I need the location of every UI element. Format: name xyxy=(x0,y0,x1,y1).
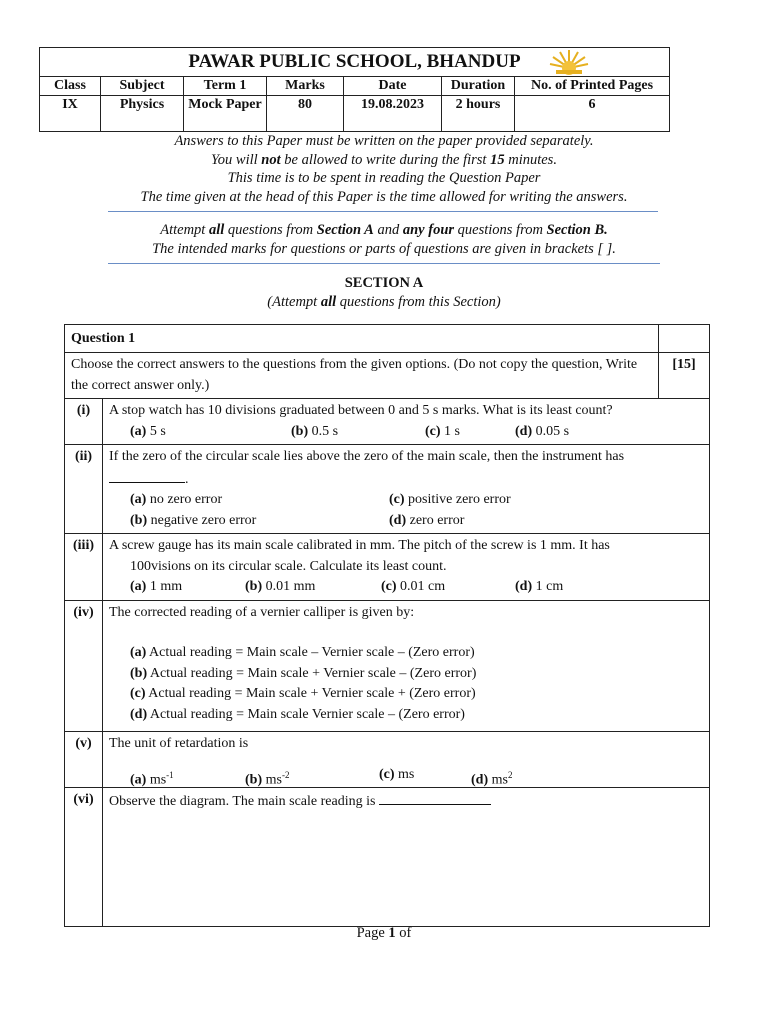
option-c: (c) 0.01 cm xyxy=(381,579,446,594)
school-logo-icon xyxy=(548,48,590,76)
page-footer: Page 1 of xyxy=(356,925,412,941)
item-text: If the zero of the circular scale lies above the zero of the main scale, then the instrument has . xyxy=(109,449,625,487)
instruction-line-2: You will not be allowed to write during the first 15 minutes. xyxy=(211,151,557,168)
attempt-instructions xyxy=(0,221,768,258)
item-number: (ii) xyxy=(65,445,103,534)
value-subject: Physics xyxy=(101,96,184,132)
option-a: (a) 5 s xyxy=(130,423,166,439)
marks-note: The intended marks for questions or parts of questions are given in brackets [ ]. xyxy=(152,240,616,257)
option-b: (b) $ms^{-2}$ xyxy=(245,769,290,788)
option-c: (c) positive zero error xyxy=(389,492,511,507)
item-number: (v) xyxy=(65,732,103,788)
option-d: (d) Actual reading = Main scale Vernier scale – (Zero error) xyxy=(130,706,465,722)
question-instruction: Choose the correct answers to the questions from the given options. (Do not copy the question, Write the correct answer only.) xyxy=(65,353,659,399)
label-marks: Marks xyxy=(267,77,344,96)
item-number: (iv) xyxy=(65,600,103,732)
item-text: The unit of retardation is xyxy=(109,736,249,751)
label-term: Term 1 xyxy=(184,77,267,96)
item-options xyxy=(109,511,703,532)
question-item-vi xyxy=(65,788,710,927)
item-options xyxy=(109,577,703,598)
item-number: (i) xyxy=(65,399,103,445)
question-item-iv xyxy=(65,600,710,732)
option-c: (c) ms xyxy=(379,766,415,782)
label-date: Date xyxy=(344,77,442,96)
value-class: IX xyxy=(40,96,101,132)
option-c: (c) 1 s xyxy=(425,423,460,439)
item-text-line-1: A screw gauge has its main scale calibrated in mm. The pitch of the screw is 1 mm. It has xyxy=(109,538,610,553)
attempt-line: Attempt all questions from Section A and any four questions from Section B. xyxy=(160,222,608,238)
answer-blank xyxy=(379,790,491,805)
option-a: (a) Actual reading = Main scale – Vernier scale – (Zero error) xyxy=(130,645,475,660)
question-marks: [15] xyxy=(659,353,710,399)
option-b: (b) 0.5 s xyxy=(291,423,339,439)
header-table xyxy=(39,47,670,132)
item-text: A stop watch has 10 divisions graduated between 0 and 5 s marks. What is its least count? xyxy=(109,403,613,418)
label-duration: Duration xyxy=(442,77,515,96)
option-d: (d) 0.05 s xyxy=(515,423,570,439)
instruction-line-4: The time given at the head of this Paper is the time allowed for writing the answers. xyxy=(140,188,628,205)
item-options xyxy=(109,765,703,786)
item-number: (vi) xyxy=(65,788,103,927)
answer-blank xyxy=(109,468,185,483)
instruction-line-3: This time is to be spent in reading the Question Paper xyxy=(227,170,541,186)
label-class: Class xyxy=(40,77,101,96)
option-b: (b) 0.01 mm xyxy=(245,579,316,594)
question-item-v xyxy=(65,732,710,788)
divider-1 xyxy=(108,211,658,212)
instruction-line-1: Answers to this Paper must be written on the paper provided separately. xyxy=(174,133,594,149)
option-a: (a) 1 mm xyxy=(130,579,183,594)
value-printed-pages: 6 xyxy=(515,96,670,132)
option-d: (d) zero error xyxy=(389,512,465,528)
option-d: (d) 1 cm xyxy=(515,579,564,594)
question-title: Question 1 xyxy=(65,325,659,353)
option-b: (b) Actual reading = Main scale + Vernier scale – (Zero error) xyxy=(130,665,477,681)
section-title: SECTION A xyxy=(344,275,424,291)
item-options xyxy=(109,490,703,511)
school-title-cell xyxy=(40,48,670,77)
label-printed-pages: No. of Printed Pages xyxy=(515,77,670,96)
item-options xyxy=(109,422,703,443)
question-item-ii xyxy=(65,445,710,534)
option-b: (b) negative zero error xyxy=(130,512,257,528)
value-term: Mock Paper xyxy=(184,96,267,132)
marks-cell-empty xyxy=(659,325,710,353)
item-number: (iii) xyxy=(65,534,103,601)
option-a: (a) no zero error xyxy=(130,492,223,507)
value-marks: 80 xyxy=(267,96,344,132)
item-text: Observe the diagram. The main scale reading is xyxy=(109,790,703,813)
option-a: (a) $ms^{-1}$ xyxy=(130,769,174,788)
instructions xyxy=(0,132,768,206)
section-subtitle: (Attempt all questions from this Section) xyxy=(267,294,501,310)
option-d: (d) $ms^2$ xyxy=(471,769,513,788)
option-c: (c) Actual reading = Main scale + Vernier scale + (Zero error) xyxy=(130,686,476,701)
divider-2 xyxy=(108,263,660,264)
question-item-i xyxy=(65,399,710,445)
label-subject: Subject xyxy=(101,77,184,96)
item-text: The corrected reading of a vernier calliper is given by: xyxy=(109,604,415,620)
question-table xyxy=(64,324,710,927)
value-date: 19.08.2023 xyxy=(344,96,442,132)
value-duration: 2 hours xyxy=(442,96,515,132)
school-name: PAWAR PUBLIC SCHOOL, BHANDUP xyxy=(188,51,521,72)
item-text-line-2: 100visions on its circular scale. Calculate its least count. xyxy=(130,558,447,574)
question-item-iii xyxy=(65,534,710,601)
